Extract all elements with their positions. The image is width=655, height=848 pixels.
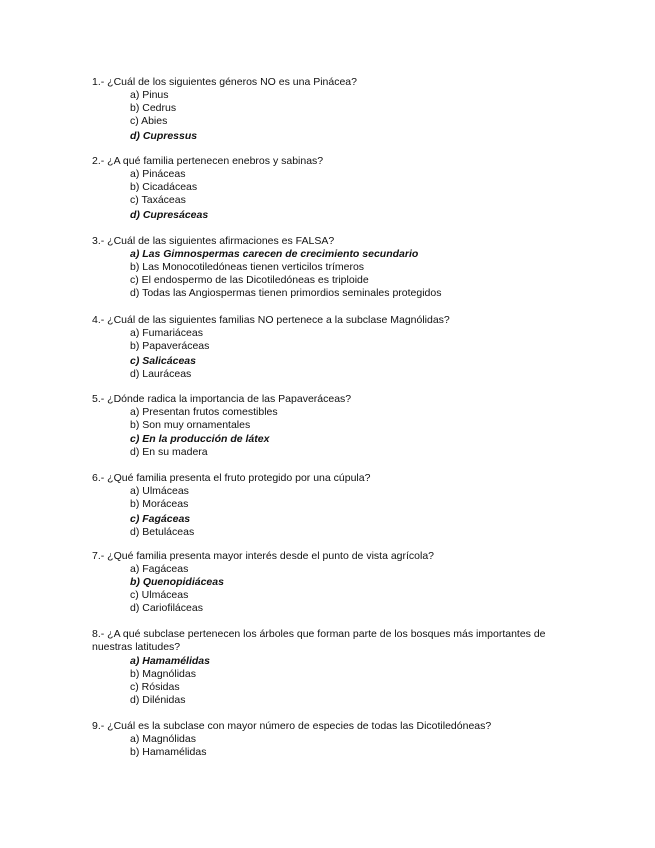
option-b: b) Cicadáceas	[130, 181, 198, 193]
option-list	[92, 485, 562, 539]
option-list	[92, 89, 562, 143]
option-b: b) Son muy ornamentales	[130, 419, 251, 431]
option-d: d) Lauráceas	[130, 368, 192, 380]
option-c: c) El endospermo de las Dicotiledóneas es triploide	[130, 274, 369, 286]
question-text: 9.- ¿Cuál es la subclase con mayor número de especies de todas las Dicotiledóneas?	[92, 720, 492, 732]
option-c: c) Ulmáceas	[130, 589, 189, 601]
question-text: 1.- ¿Cuál de los siguientes géneros NO es una Pinácea?	[92, 76, 357, 88]
option-a: a) Pinus	[130, 89, 169, 101]
question-text: 6.- ¿Qué familia presenta el fruto protegido por una cúpula?	[92, 472, 371, 484]
question-8	[92, 628, 562, 707]
option-b: b) Magnólidas	[130, 668, 196, 680]
option-c-correct: c) Salicáceas	[130, 355, 196, 367]
option-list	[92, 563, 562, 615]
option-b: b) Hamamélidas	[130, 746, 207, 758]
question-2	[92, 155, 562, 222]
option-d-correct: d) Cupresáceas	[130, 209, 209, 221]
question-6	[92, 472, 562, 539]
option-d: d) Todas las Angiospermas tienen primordios seminales protegidos	[130, 287, 442, 299]
question-text: 8.- ¿A qué subclase pertenecen los árboles que forman parte de los bosques más importantes de nuestras latitudes?	[92, 628, 546, 653]
option-c: c) Rósidas	[130, 681, 180, 693]
option-b: b) Papaveráceas	[130, 340, 210, 352]
option-a: a) Pináceas	[130, 168, 186, 180]
option-a: a) Magnólidas	[130, 733, 196, 745]
option-a-correct: a) Las Gimnospermas carecen de crecimiento secundario	[130, 248, 419, 260]
question-3	[92, 235, 562, 300]
option-list	[92, 327, 562, 381]
option-b-correct: b) Quenopidiáceas	[130, 576, 224, 588]
option-a: a) Fumariáceas	[130, 327, 203, 339]
option-list	[92, 733, 562, 759]
option-c: c) Taxáceas	[130, 194, 186, 206]
question-text: 3.- ¿Cuál de las siguientes afirmaciones es FALSA?	[92, 235, 335, 247]
option-list	[92, 168, 562, 222]
question-1	[92, 76, 562, 143]
option-c-correct: c) Fagáceas	[130, 513, 191, 525]
option-d: d) En su madera	[130, 446, 208, 458]
option-d: d) Cariofiláceas	[130, 602, 203, 614]
option-list	[92, 655, 562, 707]
question-7	[92, 550, 562, 615]
question-text: 2.- ¿A qué familia pertenecen enebros y sabinas?	[92, 155, 324, 167]
option-b: b) Las Monocotiledóneas tienen verticilos trímeros	[130, 261, 365, 273]
option-a: a) Ulmáceas	[130, 485, 189, 497]
question-text: 7.- ¿Qué familia presenta mayor interés desde el punto de vista agrícola?	[92, 550, 435, 562]
option-c-correct: c) En la producción de látex	[130, 433, 270, 445]
option-d-correct: d) Cupressus	[130, 130, 198, 142]
option-a-correct: a) Hamamélidas	[130, 655, 210, 667]
option-a: a) Fagáceas	[130, 563, 189, 575]
option-d: d) Dilénidas	[130, 694, 186, 706]
option-a: a) Presentan frutos comestibles	[130, 406, 278, 418]
option-list	[92, 406, 562, 459]
option-b: b) Cedrus	[130, 102, 177, 114]
question-4	[92, 314, 562, 381]
option-c: c) Abies	[130, 115, 168, 127]
option-d: d) Betuláceas	[130, 526, 195, 538]
option-list	[92, 248, 562, 300]
question-9	[92, 720, 562, 759]
option-b: b) Moráceas	[130, 498, 189, 510]
question-text: 4.- ¿Cuál de las siguientes familias NO pertenece a la subclase Magnólidas?	[92, 314, 450, 326]
question-5	[92, 393, 562, 459]
question-text: 5.- ¿Dónde radica la importancia de las Papaveráceas?	[92, 393, 352, 405]
